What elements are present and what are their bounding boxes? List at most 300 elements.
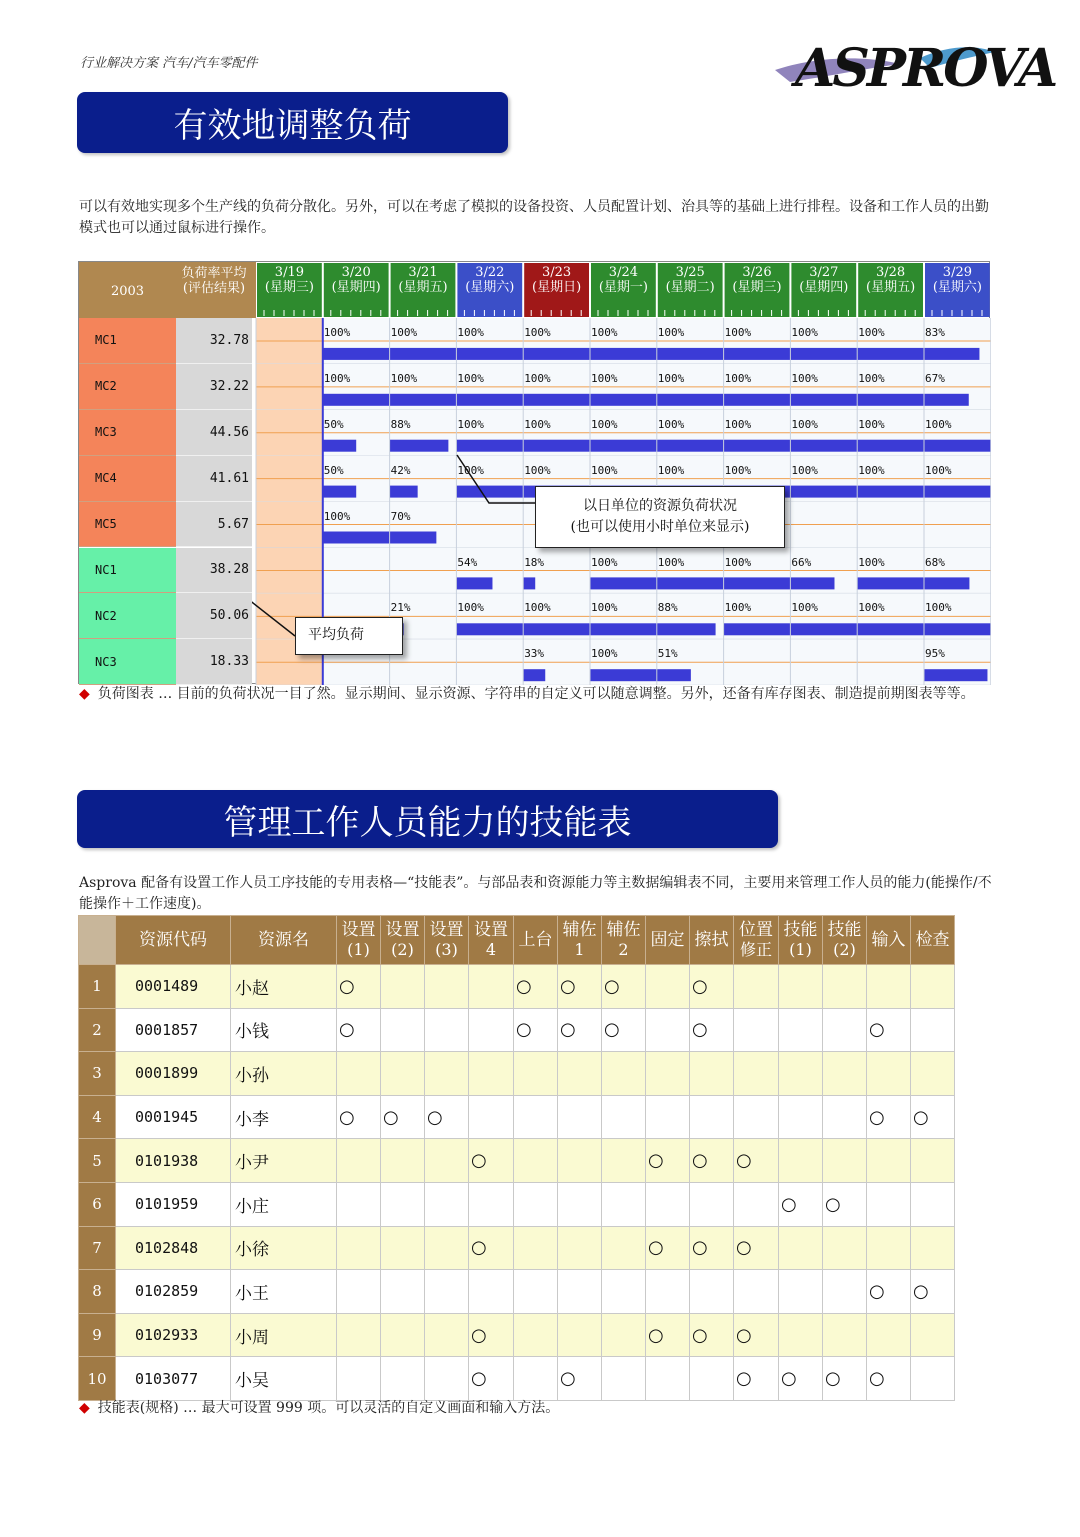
skill-cell[interactable]	[823, 1357, 867, 1401]
skill-cell[interactable]	[381, 1226, 425, 1270]
load-percent-label: 100%	[591, 371, 618, 385]
skill-cell[interactable]	[514, 1139, 558, 1183]
skill-cell[interactable]	[779, 1139, 823, 1183]
load-percent-label: 100%	[591, 463, 618, 477]
load-percent-label: 100%	[457, 417, 484, 431]
load-percent-label: 100%	[323, 326, 351, 339]
skill-cell[interactable]	[514, 1095, 558, 1139]
table-row[interactable]	[79, 1008, 955, 1052]
skill-cell[interactable]	[337, 1052, 381, 1096]
column-header[interactable]	[425, 916, 469, 965]
skill-cell[interactable]	[734, 1008, 779, 1052]
table-row[interactable]	[79, 965, 955, 1009]
skill-cell[interactable]	[779, 1357, 823, 1401]
skill-cell[interactable]	[734, 1052, 779, 1096]
skill-cell[interactable]	[646, 1226, 690, 1270]
skill-cell[interactable]	[867, 1052, 911, 1096]
skill-cell[interactable]	[911, 1052, 955, 1096]
skill-cell[interactable]	[602, 1139, 646, 1183]
skill-circle-icon: ○	[648, 1324, 664, 1346]
skill-cell[interactable]	[823, 1226, 867, 1270]
skill-cell[interactable]	[514, 1270, 558, 1314]
skill-cell[interactable]	[558, 1226, 602, 1270]
skill-circle-icon: ○	[825, 1193, 841, 1215]
date-header	[456, 265, 523, 295]
skill-cell[interactable]	[911, 965, 955, 1009]
skill-cell[interactable]	[514, 1313, 558, 1357]
row-number[interactable]: 3	[79, 1052, 116, 1096]
skill-cell[interactable]	[734, 1095, 779, 1139]
skill-cell[interactable]	[823, 1052, 867, 1096]
skill-cell[interactable]	[911, 1095, 955, 1139]
skill-cell[interactable]	[425, 1313, 469, 1357]
column-header-text: 技能	[783, 920, 818, 940]
skill-cell[interactable]	[690, 1182, 734, 1226]
column-header-text: 辅佐	[606, 920, 641, 940]
load-percent-label: 100%	[591, 417, 618, 431]
column-header[interactable]	[231, 916, 337, 965]
load-percent-label: 100%	[457, 371, 484, 385]
resource-label: MC5	[79, 502, 176, 548]
skill-cell[interactable]	[602, 1357, 646, 1401]
resource-name-cell[interactable]: 小赵	[231, 965, 337, 1009]
skill-cell[interactable]	[602, 1008, 646, 1052]
load-percent-label: 100%	[791, 463, 818, 477]
skill-circle-icon: ○	[604, 1019, 620, 1041]
skill-cell[interactable]	[381, 1182, 425, 1226]
load-percent-label: 100%	[457, 601, 484, 615]
load-percent-label: 68%	[925, 555, 945, 569]
load-paragraph: 可以有效地实现多个生产线的负荷分散化。另外，可以在考虑了模拟的设备投资、人员配置计划、治具等的基础上进行排程。设备和工作人员的出勤模式也可以通过鼠标进行操作。	[79, 199, 989, 236]
skill-cell[interactable]	[337, 1095, 381, 1139]
row-number[interactable]: 7	[79, 1226, 116, 1270]
skill-cell[interactable]	[381, 1008, 425, 1052]
row-number[interactable]: 6	[79, 1182, 116, 1226]
weekday-label: (星期四)	[331, 280, 381, 295]
resource-name-cell[interactable]: 小孙	[231, 1052, 337, 1096]
skill-cell[interactable]	[469, 1139, 514, 1183]
column-header-text: (3)	[435, 940, 458, 959]
column-header-text: 1	[574, 940, 585, 959]
column-header[interactable]	[337, 916, 381, 965]
skill-cell[interactable]	[425, 1052, 469, 1096]
skill-cell[interactable]	[734, 1182, 779, 1226]
skill-cell[interactable]	[646, 1270, 690, 1314]
resource-code-cell[interactable]: 0001489	[116, 965, 231, 1009]
skill-cell[interactable]	[514, 1052, 558, 1096]
resource-name-cell[interactable]: 小钱	[231, 1008, 337, 1052]
skill-cell[interactable]	[867, 1313, 911, 1357]
load-percent-label: 100%	[724, 601, 752, 615]
date-label: 3/19	[274, 265, 304, 280]
skill-cell[interactable]	[337, 1313, 381, 1357]
resource-label: MC2	[79, 364, 176, 410]
skill-cell[interactable]	[381, 1357, 425, 1401]
weekday-label: (星期五)	[398, 280, 448, 295]
section-title-load: 有效地调整负荷	[77, 92, 508, 153]
skill-cell[interactable]	[337, 1226, 381, 1270]
skill-circle-icon: ○	[471, 1324, 487, 1346]
skill-cell[interactable]	[469, 1095, 514, 1139]
load-percent-label: 100%	[858, 463, 885, 477]
skill-cell[interactable]	[558, 1313, 602, 1357]
skill-cell[interactable]	[779, 1095, 823, 1139]
skill-cell[interactable]	[646, 1139, 690, 1183]
skill-circle-icon: ○	[560, 975, 576, 997]
skill-cell[interactable]	[602, 1313, 646, 1357]
skill-circle-icon: ○	[339, 1019, 355, 1041]
skill-cell[interactable]	[779, 1270, 823, 1314]
resource-name-cell[interactable]: 小庄	[231, 1182, 337, 1226]
skill-cell[interactable]	[381, 1313, 425, 1357]
load-percent-label: 100%	[724, 555, 752, 569]
load-percent-label: 100%	[524, 326, 551, 339]
column-header[interactable]	[734, 916, 779, 965]
load-percent-label: 100%	[791, 601, 818, 615]
skill-cell[interactable]	[425, 1357, 469, 1401]
skill-cell[interactable]	[734, 1270, 779, 1314]
column-header[interactable]	[690, 916, 734, 965]
skill-cell[interactable]	[690, 1226, 734, 1270]
skill-cell[interactable]	[823, 1095, 867, 1139]
load-percent-label: 100%	[858, 601, 885, 615]
column-header[interactable]	[558, 916, 602, 965]
skill-cell[interactable]	[514, 1226, 558, 1270]
load-percent-label: 100%	[524, 601, 551, 615]
avg-load-header: 负荷率平均(评估结果)	[181, 266, 247, 296]
bullet-diamond-icon: ◆	[79, 1400, 90, 1416]
skill-circle-icon: ○	[692, 975, 708, 997]
column-header-text: 上台	[518, 929, 553, 950]
skill-circle-icon: ○	[604, 975, 620, 997]
skill-circle-icon: ○	[869, 1019, 885, 1041]
skill-cell[interactable]	[911, 1226, 955, 1270]
skill-cell[interactable]	[425, 1008, 469, 1052]
skill-cell[interactable]	[823, 1313, 867, 1357]
skill-cell[interactable]	[779, 1182, 823, 1226]
load-percent-label: 100%	[657, 326, 685, 339]
weekday-label: (星期五)	[866, 280, 916, 295]
column-header-text: 辅佐	[562, 920, 597, 940]
skill-circle-icon: ○	[736, 1237, 752, 1259]
load-percent-label: 100%	[591, 555, 618, 569]
date-header	[256, 265, 323, 295]
column-header-text: (1)	[789, 940, 812, 959]
date-label: 3/27	[809, 265, 839, 280]
skill-cell[interactable]	[381, 1270, 425, 1314]
skill-cell[interactable]	[602, 1095, 646, 1139]
skill-cell[interactable]	[867, 965, 911, 1009]
resource-name-cell[interactable]: 小王	[231, 1270, 337, 1314]
skill-cell[interactable]	[558, 965, 602, 1009]
skill-cell[interactable]	[646, 1008, 690, 1052]
skill-cell[interactable]	[425, 965, 469, 1009]
year-label: 2003	[110, 284, 145, 299]
resource-avg-load: 18.33	[176, 639, 252, 685]
bullet-diamond-icon: ◆	[79, 686, 90, 702]
skill-cell[interactable]	[425, 1270, 469, 1314]
skill-circle-icon: ○	[516, 975, 532, 997]
load-percent-label: 100%	[657, 371, 685, 385]
skill-cell[interactable]	[690, 1008, 734, 1052]
skill-cell[interactable]	[823, 1182, 867, 1226]
skill-cell[interactable]	[514, 1182, 558, 1226]
skill-cell[interactable]	[514, 1357, 558, 1401]
load-percent-label: 42%	[390, 463, 411, 477]
skill-cell[interactable]	[823, 1139, 867, 1183]
resource-label: NC3	[79, 639, 176, 685]
skill-cell[interactable]	[425, 1139, 469, 1183]
resource-label: MC3	[79, 410, 176, 456]
skill-cell[interactable]	[867, 1008, 911, 1052]
column-header[interactable]	[116, 916, 231, 965]
skill-cell[interactable]	[602, 1052, 646, 1096]
skill-cell[interactable]	[381, 965, 425, 1009]
row-number[interactable]: 1	[79, 965, 116, 1009]
skill-cell[interactable]	[602, 1182, 646, 1226]
load-percent-label: 100%	[657, 417, 685, 431]
skill-cell[interactable]	[469, 965, 514, 1009]
resource-code-cell[interactable]: 0101938	[116, 1139, 231, 1183]
table-row[interactable]	[79, 1357, 955, 1401]
date-header	[590, 265, 657, 295]
skill-cell[interactable]	[425, 1182, 469, 1226]
row-number[interactable]: 2	[79, 1008, 116, 1052]
skill-cell[interactable]	[381, 1139, 425, 1183]
skill-cell[interactable]	[602, 965, 646, 1009]
skill-cell[interactable]	[425, 1226, 469, 1270]
skill-cell[interactable]	[558, 1052, 602, 1096]
table-row[interactable]	[79, 1095, 955, 1139]
resource-name-cell[interactable]: 小吴	[231, 1357, 337, 1401]
skill-cell[interactable]	[646, 1313, 690, 1357]
load-percent-label: 54%	[457, 555, 478, 569]
skill-cell[interactable]	[911, 1357, 955, 1401]
table-row[interactable]	[79, 1270, 955, 1314]
column-header-text: 检查	[915, 929, 950, 950]
skill-cell[interactable]	[690, 965, 734, 1009]
load-percent-label: 100%	[591, 326, 618, 339]
skill-cell[interactable]	[337, 1008, 381, 1052]
load-percent-label: 50%	[323, 417, 344, 431]
skill-circle-icon: ○	[560, 1368, 576, 1390]
skill-cell[interactable]	[425, 1095, 469, 1139]
skill-circle-icon: ○	[471, 1150, 487, 1172]
date-label: 3/22	[475, 265, 505, 280]
skill-cell[interactable]	[558, 1008, 602, 1052]
table-row[interactable]	[79, 1139, 955, 1183]
skill-cell[interactable]	[558, 1270, 602, 1314]
skill-cell[interactable]	[337, 1270, 381, 1314]
row-number[interactable]: 8	[79, 1270, 116, 1314]
weekday-label: (星期六)	[932, 280, 982, 295]
skill-cell[interactable]	[469, 1182, 514, 1226]
column-header-text: 固定	[650, 929, 685, 950]
column-header-text: (1)	[347, 940, 370, 959]
skill-cell[interactable]	[734, 1357, 779, 1401]
resource-name-cell[interactable]: 小李	[231, 1095, 337, 1139]
column-header[interactable]	[867, 916, 911, 965]
weekday-label: (星期四)	[799, 280, 849, 295]
column-header[interactable]	[381, 916, 425, 965]
load-percent-label: 70%	[390, 509, 411, 523]
load-percent-label: 100%	[724, 463, 752, 477]
section-title-skill: 管理工作人员能力的技能表	[77, 790, 778, 848]
skill-cell[interactable]	[469, 1226, 514, 1270]
resource-label: MC4	[79, 456, 176, 502]
skill-cell[interactable]	[779, 1226, 823, 1270]
table-row[interactable]	[79, 1182, 955, 1226]
skill-cell[interactable]	[911, 1182, 955, 1226]
weekday-label: (星期二)	[665, 280, 715, 295]
skill-cell[interactable]	[381, 1052, 425, 1096]
skill-cell[interactable]	[646, 1095, 690, 1139]
column-header[interactable]	[602, 916, 646, 965]
resource-code-cell[interactable]: 0001899	[116, 1052, 231, 1096]
column-header-text: 设置	[474, 920, 508, 940]
skill-cell[interactable]	[867, 1226, 911, 1270]
load-percent-label: 50%	[323, 463, 344, 477]
skill-cell[interactable]	[690, 1357, 734, 1401]
skill-cell[interactable]	[558, 1095, 602, 1139]
skill-cell[interactable]	[779, 965, 823, 1009]
skill-cell[interactable]	[911, 1139, 955, 1183]
skill-cell[interactable]	[558, 1357, 602, 1401]
column-header[interactable]	[514, 916, 558, 965]
skill-cell[interactable]	[823, 1270, 867, 1314]
skill-cell[interactable]	[779, 1313, 823, 1357]
resource-code-cell[interactable]: 0102859	[116, 1270, 231, 1314]
load-chart-caption	[79, 684, 994, 704]
skill-cell[interactable]	[734, 1313, 779, 1357]
resource-avg-load: 44.56	[176, 410, 252, 456]
load-percent-label: 100%	[925, 463, 952, 477]
skill-cell[interactable]	[734, 1226, 779, 1270]
skill-circle-icon: ○	[648, 1150, 664, 1172]
column-header[interactable]	[911, 916, 955, 965]
load-percent-label: 100%	[724, 417, 752, 431]
resource-code-cell[interactable]: 0001857	[116, 1008, 231, 1052]
skill-cell[interactable]	[337, 1357, 381, 1401]
skill-cell[interactable]	[469, 1357, 514, 1401]
resource-avg-load: 50.06	[176, 593, 252, 639]
load-percent-label: 83%	[925, 326, 945, 339]
skill-cell[interactable]	[823, 1008, 867, 1052]
skill-circle-icon: ○	[471, 1368, 487, 1390]
skill-cell[interactable]	[911, 1313, 955, 1357]
row-number[interactable]: 5	[79, 1139, 116, 1183]
skill-cell[interactable]	[337, 965, 381, 1009]
skill-cell[interactable]	[602, 1270, 646, 1314]
load-percent-label: 95%	[925, 647, 945, 661]
skill-cell[interactable]	[469, 1008, 514, 1052]
resource-name-cell[interactable]: 小周	[231, 1313, 337, 1357]
table-row[interactable]	[79, 1313, 955, 1357]
skill-cell[interactable]	[602, 1226, 646, 1270]
skill-cell[interactable]	[646, 965, 690, 1009]
load-percent-label: 88%	[390, 417, 411, 431]
resource-name-cell[interactable]: 小徐	[231, 1226, 337, 1270]
resource-code-cell[interactable]: 0103077	[116, 1357, 231, 1401]
row-number[interactable]: 9	[79, 1313, 116, 1357]
load-percent-label: 66%	[791, 555, 812, 569]
table-corner	[79, 916, 116, 965]
load-percent-label: 100%	[724, 371, 752, 385]
skill-cell[interactable]	[690, 1139, 734, 1183]
row-number[interactable]: 4	[79, 1095, 116, 1139]
load-percent-label: 100%	[323, 371, 351, 385]
skill-cell[interactable]	[690, 1095, 734, 1139]
skill-circle-icon: ○	[692, 1237, 708, 1259]
skill-cell[interactable]	[514, 965, 558, 1009]
resource-name-cell[interactable]: 小尹	[231, 1139, 337, 1183]
skill-cell[interactable]	[690, 1052, 734, 1096]
skill-cell[interactable]	[734, 965, 779, 1009]
column-header[interactable]	[646, 916, 690, 965]
skill-cell[interactable]	[646, 1182, 690, 1226]
skill-cell[interactable]	[381, 1095, 425, 1139]
date-label: 3/21	[408, 265, 438, 280]
resource-code-cell[interactable]: 0101959	[116, 1182, 231, 1226]
skill-cell[interactable]	[646, 1357, 690, 1401]
skill-cell[interactable]	[867, 1095, 911, 1139]
load-caption-text: 负荷图表 … 目前的负荷状况一目了然。显示期间、显示资源、字符串的自定义可以随意调整。另外，还备有库存图表、制造提前期图表等等。	[97, 686, 975, 702]
column-header[interactable]	[469, 916, 514, 965]
skill-cell[interactable]	[690, 1270, 734, 1314]
skill-cell[interactable]	[911, 1008, 955, 1052]
skill-cell[interactable]	[558, 1182, 602, 1226]
skill-cell[interactable]	[823, 965, 867, 1009]
skill-cell[interactable]	[690, 1313, 734, 1357]
weekday-label: (星期日)	[532, 280, 582, 295]
skill-cell[interactable]	[469, 1270, 514, 1314]
skill-circle-icon: ○	[913, 1280, 929, 1302]
skill-cell[interactable]	[337, 1139, 381, 1183]
skill-cell[interactable]	[646, 1052, 690, 1096]
skill-circle-icon: ○	[339, 1106, 355, 1128]
skill-cell[interactable]	[469, 1313, 514, 1357]
resource-code-cell[interactable]: 0102933	[116, 1313, 231, 1357]
skill-cell[interactable]	[867, 1357, 911, 1401]
callout-average-load: 平均负荷	[295, 617, 403, 655]
resource-label: NC1	[79, 548, 176, 594]
column-header-text: 设置	[429, 920, 464, 940]
skill-cell[interactable]	[867, 1182, 911, 1226]
table-row[interactable]	[79, 1226, 955, 1270]
column-header[interactable]	[779, 916, 823, 965]
skill-cell[interactable]	[469, 1052, 514, 1096]
skill-cell[interactable]	[867, 1270, 911, 1314]
skill-cell[interactable]	[734, 1139, 779, 1183]
table-row[interactable]	[79, 1052, 955, 1096]
skill-table	[78, 915, 955, 1401]
skill-cell[interactable]	[911, 1270, 955, 1314]
resource-avg-load: 5.67	[176, 502, 252, 548]
date-header	[724, 265, 791, 295]
skill-cell[interactable]	[558, 1139, 602, 1183]
load-percent-label: 100%	[524, 371, 551, 385]
resource-code-cell[interactable]: 0102848	[116, 1226, 231, 1270]
skill-cell[interactable]	[779, 1008, 823, 1052]
row-number[interactable]: 10	[79, 1357, 116, 1401]
skill-cell[interactable]	[779, 1052, 823, 1096]
skill-cell[interactable]	[514, 1008, 558, 1052]
skill-cell[interactable]	[867, 1139, 911, 1183]
resource-code-cell[interactable]: 0001945	[116, 1095, 231, 1139]
skill-cell[interactable]	[337, 1182, 381, 1226]
date-header	[323, 265, 390, 295]
column-header[interactable]	[823, 916, 867, 965]
